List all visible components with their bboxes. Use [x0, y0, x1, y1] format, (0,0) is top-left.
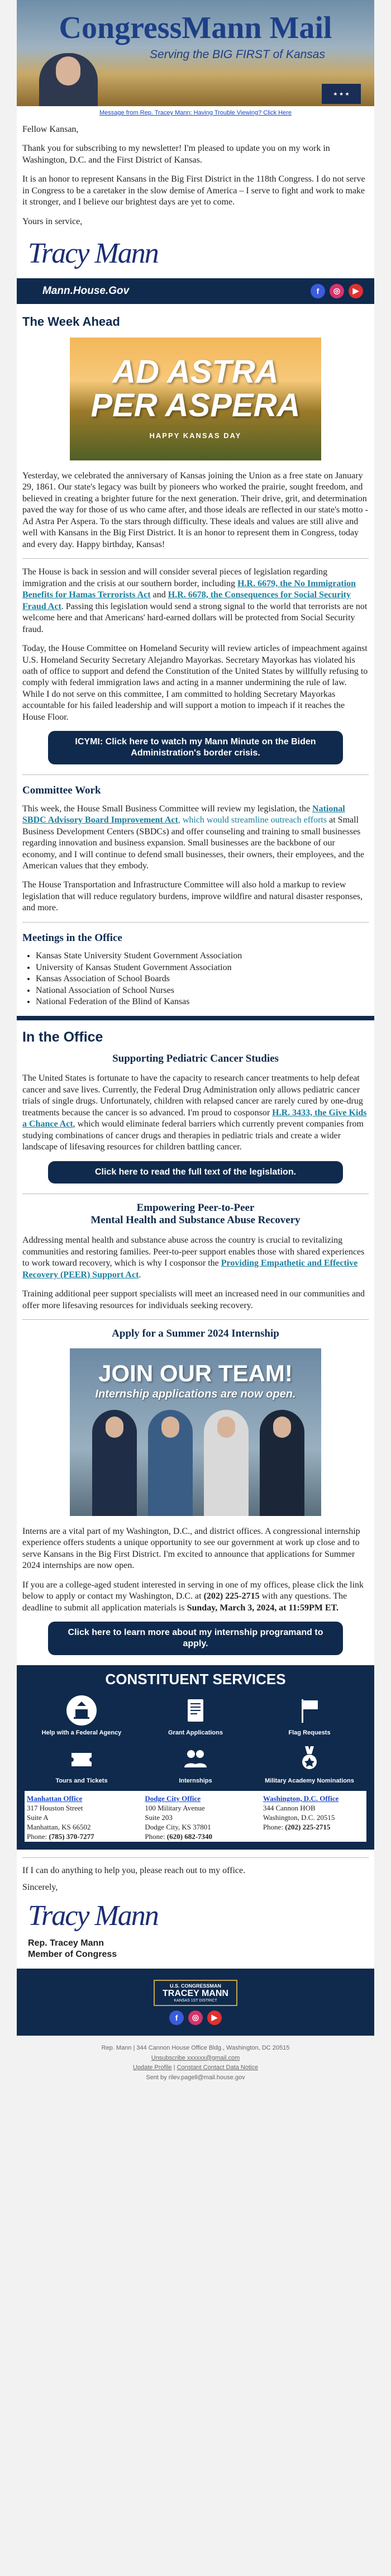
- youtube-icon[interactable]: ▶: [349, 284, 363, 298]
- cancer-paragraph: The United States is fortunate to have the capacity to research cancer treatments to help defeat cancer and save lives. Currently, the Federal Drug Administration only allows pediatric cancer trials of single drugs. Unfortunately, children with relapsed cancer are rarely cured by one-drug treatments because the cancer is so advanced. I'm proud to cosponsor H.R. 3433, the Give Kids a Chance Act, which would eliminate federal barriers which currently prevent companies from studying combinations of cancer drugs and therapies in pediatric trials and create a wider landscape of lifesaving resources for children battling cancer.: [22, 1073, 367, 1152]
- sent-by: Sent by rilev.pagell@mail.house.gov: [146, 2074, 245, 2081]
- office-name-link[interactable]: Dodge City Office: [145, 1794, 201, 1803]
- email-footer: [0, 2036, 391, 2092]
- intern-photo: [260, 1410, 304, 1516]
- closing-name: Rep. Tracey Mann Member of Congress: [28, 1938, 117, 1960]
- facebook-icon[interactable]: f: [169, 2011, 184, 2025]
- section-band: [17, 1016, 374, 1020]
- document-icon: [180, 1695, 211, 1726]
- view-online-row: [17, 106, 374, 124]
- medal-icon: [294, 1743, 325, 1774]
- list-item: • Kansas Association of School Boards: [36, 973, 369, 985]
- service-federal-agency[interactable]: Help with a Federal Agency: [31, 1695, 132, 1736]
- intern-photo: [92, 1410, 137, 1516]
- in-office-section: [17, 1028, 374, 1656]
- office-name-link[interactable]: Washington, D.C. Office: [263, 1794, 339, 1803]
- office-dodge-city: Dodge City Office 100 Military Avenue Suite 203 Dodge City, KS 37801 Phone: (620) 682-7340: [145, 1794, 246, 1841]
- ticket-icon: [66, 1743, 97, 1774]
- sbdc-act-link[interactable]: National SBDC Advisory Board Improvement Act: [22, 804, 345, 825]
- footer-address: Rep. Mann | 344 Cannon House Office Bldg., Washington, DC 20515: [101, 2045, 290, 2052]
- website-link[interactable]: Mann.House.Gov: [42, 284, 130, 297]
- meetings-list: [36, 950, 369, 1007]
- list-item: • University of Kansas Student Government Association: [36, 962, 369, 973]
- intern-photo: [148, 1410, 193, 1516]
- youtube-icon[interactable]: ▶: [207, 2011, 222, 2025]
- hr-3433-link[interactable]: H.R. 3433, the Give Kids a Chance Act: [22, 1108, 367, 1129]
- congress-seal-icon: ★ ★ ★: [322, 84, 361, 104]
- portrait-face: [56, 56, 80, 85]
- house-session-paragraph: The House is back in session and will consider several pieces of legislation regarding immigration and the crisis at our southern border, including H.R. 6679, the No Immigration Benefits for Hamas Terrorists Act and H.R. 6678, the Consequences for Social Security Fraud Act. Passing this legislation would send a strong signal to the world that terrorists are not welcome here and that Americans' hard-earned dollars will be protected from Social Security fraud.: [22, 567, 368, 634]
- social-links: [311, 284, 363, 298]
- divider: [22, 1319, 369, 1320]
- service-grants[interactable]: Grant Applications: [145, 1695, 246, 1736]
- instagram-icon[interactable]: ◎: [330, 284, 344, 298]
- hr-6679-link[interactable]: H.R. 6679, the No Immigration Benefits for Hamas Terrorists Act: [22, 578, 356, 600]
- peer-paragraph-2: Training additional peer support specialists will meet an increased need in our communities and offer more lifesaving resources for individuals seeking recovery.: [22, 1289, 365, 1310]
- office-name-link[interactable]: Manhattan Office: [27, 1794, 83, 1803]
- cancer-heading: Supporting Pediatric Cancer Studies: [112, 1052, 279, 1064]
- mann-logo: U.S. CONGRESSMAN TRACEY MANN KANSAS 1ST DISTRICT: [154, 1980, 237, 2006]
- people-icon: [180, 1743, 211, 1774]
- facebook-icon[interactable]: f: [311, 284, 325, 298]
- divider: [22, 558, 369, 559]
- service-tours[interactable]: Tours and Tickets: [31, 1743, 132, 1784]
- team-subline: Internship applications are now open.: [95, 1387, 296, 1400]
- greeting: Fellow Kansan,: [22, 125, 79, 134]
- impeachment-paragraph: Today, the House Committee on Homeland Security will review articles of impeachment against U.S. Homeland Security Secretary Alejandro Mayorkas. Secretary Mayorkas has violated his oath of office to support and defend the Constitution of the United States by willfully refusing to comply with federal immigration laws and acting in a manner undermining the rule of law. While I do not serve on this committee, I am committed to holding Secretary Mayorkas accountable for his failed leadership and will support a motion to impeach if it reaches the House Floor.: [22, 644, 368, 722]
- intro-paragraph-1: Thank you for subscribing to my newsletter! I'm pleased to update you on my work in Washington, D.C. and the First District of Kansas.: [22, 144, 330, 165]
- nav-bar: [17, 278, 374, 304]
- email-container: [17, 0, 374, 2036]
- internship-heading: Apply for a Summer 2024 Internship: [112, 1328, 279, 1340]
- hr-6678-link[interactable]: H.R. 6678, the Consequences for Social Security Fraud Act: [22, 590, 351, 611]
- list-item: • National Association of School Nurses: [36, 985, 369, 996]
- graphic-line-1: AD ASTRA: [112, 353, 279, 390]
- congressman-portrait: [39, 53, 98, 106]
- services-grid: [25, 1695, 366, 1791]
- peer-heading: Empowering Peer-to-Peer Mental Health and Substance Abuse Recovery: [90, 1201, 301, 1227]
- outreach-link[interactable]: , which would streamline outreach efforts: [178, 815, 327, 825]
- meetings-heading: Meetings in the Office: [22, 931, 122, 944]
- internship-paragraph-2: If you are a college-aged student interested in serving in one of my offices, please click the link below to apply or contact my Washington, D.C. at (202) 225-2715 with any questions. The deadline to submit all application materials is Sunday, March 3, 2024, at 11:59PM ET.: [22, 1580, 364, 1613]
- service-flags[interactable]: Flag Requests: [259, 1695, 360, 1736]
- capitol-icon: [66, 1695, 97, 1726]
- closing-paragraph: If I can do anything to help you, please reach out to my office.: [22, 1865, 246, 1875]
- office-manhattan: Manhattan Office 317 Houston Street Suite A Manhattan, KS 66502 Phone: (785) 370-7277: [27, 1794, 128, 1841]
- unsubscribe-link[interactable]: Unsubscribe xxxxxx@gmail.com: [151, 2054, 240, 2061]
- team-headline: JOIN OUR TEAM!: [98, 1360, 293, 1386]
- header-banner: [17, 0, 374, 106]
- committee-paragraph-1: This week, the House Small Business Committee will review my legislation, the National SBDC Advisory Board Improvement Act, which would streamline outreach efforts at Small Business Development Centers (SBDCs) and offer counseling and training to small businesses regarding innovation and business expansion. Small businesses are the backbone of our economy, and I will continue to defend small businesses, their owners, their employees, and the American values that they embody.: [22, 804, 365, 871]
- closing-sincerely: Sincerely,: [22, 1882, 58, 1892]
- service-internships[interactable]: Internships: [145, 1743, 246, 1784]
- footer-links: Update Profile | Constant Contact Data Notice: [132, 2064, 259, 2071]
- week-ahead-heading: The Week Ahead: [22, 314, 120, 329]
- read-legislation-button[interactable]: Click here to read the full text of the legislation.: [48, 1161, 343, 1184]
- graphic-subtitle: HAPPY KANSAS DAY: [149, 431, 242, 440]
- office-washington: Washington, D.C. Office 344 Cannon HOB Washington, D.C. 20515 Phone: (202) 225-2715: [263, 1794, 364, 1841]
- signature: Tracy Mann: [28, 237, 158, 270]
- kansas-day-graphic: [70, 338, 321, 460]
- view-online-link[interactable]: Message from Rep. Tracey Mann: Having Trouble Viewing? Click Here: [99, 110, 292, 116]
- intro-section: [17, 124, 374, 273]
- constituent-heading: CONSTITUENT SERVICES: [105, 1671, 286, 1688]
- week-ahead-section: [17, 314, 374, 1008]
- internship-paragraph-1: Interns are a vital part of my Washington, D.C., and district offices. A congressional internship experience offers students a unique opportunity to see our government at work up close and to serve Kansans in the Big First District. I'm excited to announce that applications for Summer 2024 internships are now open.: [22, 1526, 360, 1571]
- kansas-day-paragraph: Yesterday, we celebrated the anniversary of Kansas joining the Union as a free state on January 29, 1861. Our state's legacy was built by pioneers who worked the prairie, sought freedom, and believed in creating a brighter future for the next generation. Their drive, grit, and determination paved the way for those of us who came after, and those ideals are reflected in our state's motto - Ad Astra Per Aspera. To the stars through difficulty. These ideals and values are still alive and well with Kansans in the Big First District. It is an honor to represent them in Congress, today and every day. Happy birthday, Kansas!: [22, 470, 368, 549]
- closing-signature: Tracy Mann: [28, 1899, 158, 1932]
- divider: [22, 774, 369, 775]
- data-notice-link[interactable]: Constant Contact Data Notice: [177, 2064, 259, 2071]
- committee-paragraph-2: The House Transportation and Infrastructure Committee will also hold a markup to review legislation that will reduce regulatory burdens, improve wildfire and natural disaster responses, and more.: [22, 880, 363, 913]
- intro-paragraph-2: It is an honor to represent Kansans in the Big First District in the 118th Congress. I do not serve in Congress to be a caretaker in the slow demise of America – I serve to fight and work to make it stronger, and I believe our brightest days are yet to come.: [22, 174, 365, 207]
- graphic-line-2: PER ASPERA: [90, 387, 301, 424]
- unsubscribe-line: [0, 2054, 391, 2064]
- in-office-heading: In the Office: [22, 1029, 103, 1045]
- flag-icon: [294, 1695, 325, 1726]
- service-academy[interactable]: Military Academy Nominations: [259, 1743, 360, 1784]
- divider: [22, 1857, 369, 1858]
- instagram-icon[interactable]: ◎: [188, 2011, 203, 2025]
- footer-social-links: [169, 2011, 222, 2025]
- update-profile-link[interactable]: Update Profile: [132, 2064, 172, 2071]
- constituent-services: [17, 1665, 374, 1849]
- committee-heading: Committee Work: [22, 785, 101, 797]
- newsletter-title: CongressMann Mail: [59, 11, 332, 45]
- list-item: • Kansas State University Student Government Association: [36, 950, 369, 962]
- office-addresses: [25, 1791, 366, 1841]
- closing-section: [17, 1857, 374, 1961]
- list-item: • National Federation of the Blind of Kansas: [36, 996, 369, 1007]
- intro-closing: Yours in service,: [22, 216, 83, 226]
- icymi-button[interactable]: ICYMI: Click here to watch my Mann Minute on the Biden Administration's border crisis.: [48, 731, 343, 764]
- divider: [22, 922, 369, 923]
- footer-logo-band: [17, 1969, 374, 2036]
- peer-act-link[interactable]: Providing Empathetic and Effective Recovery (PEER) Support Act: [22, 1258, 358, 1280]
- newsletter-tagline: Serving the BIG FIRST of Kansas: [150, 48, 325, 61]
- peer-paragraph: Addressing mental health and substance abuse across the country is crucial to revitalizing communities and restoring families. Peer-to-peer support enables those with shared experiences to work toward recovery, which is why I cosponsor the Providing Empathetic and Effective Recovery (PEER) Support Act.: [22, 1235, 365, 1280]
- internship-button[interactable]: Click here to learn more about my internship programand to apply.: [48, 1622, 343, 1655]
- internship-graphic: [70, 1348, 321, 1516]
- intern-photo: [204, 1410, 249, 1516]
